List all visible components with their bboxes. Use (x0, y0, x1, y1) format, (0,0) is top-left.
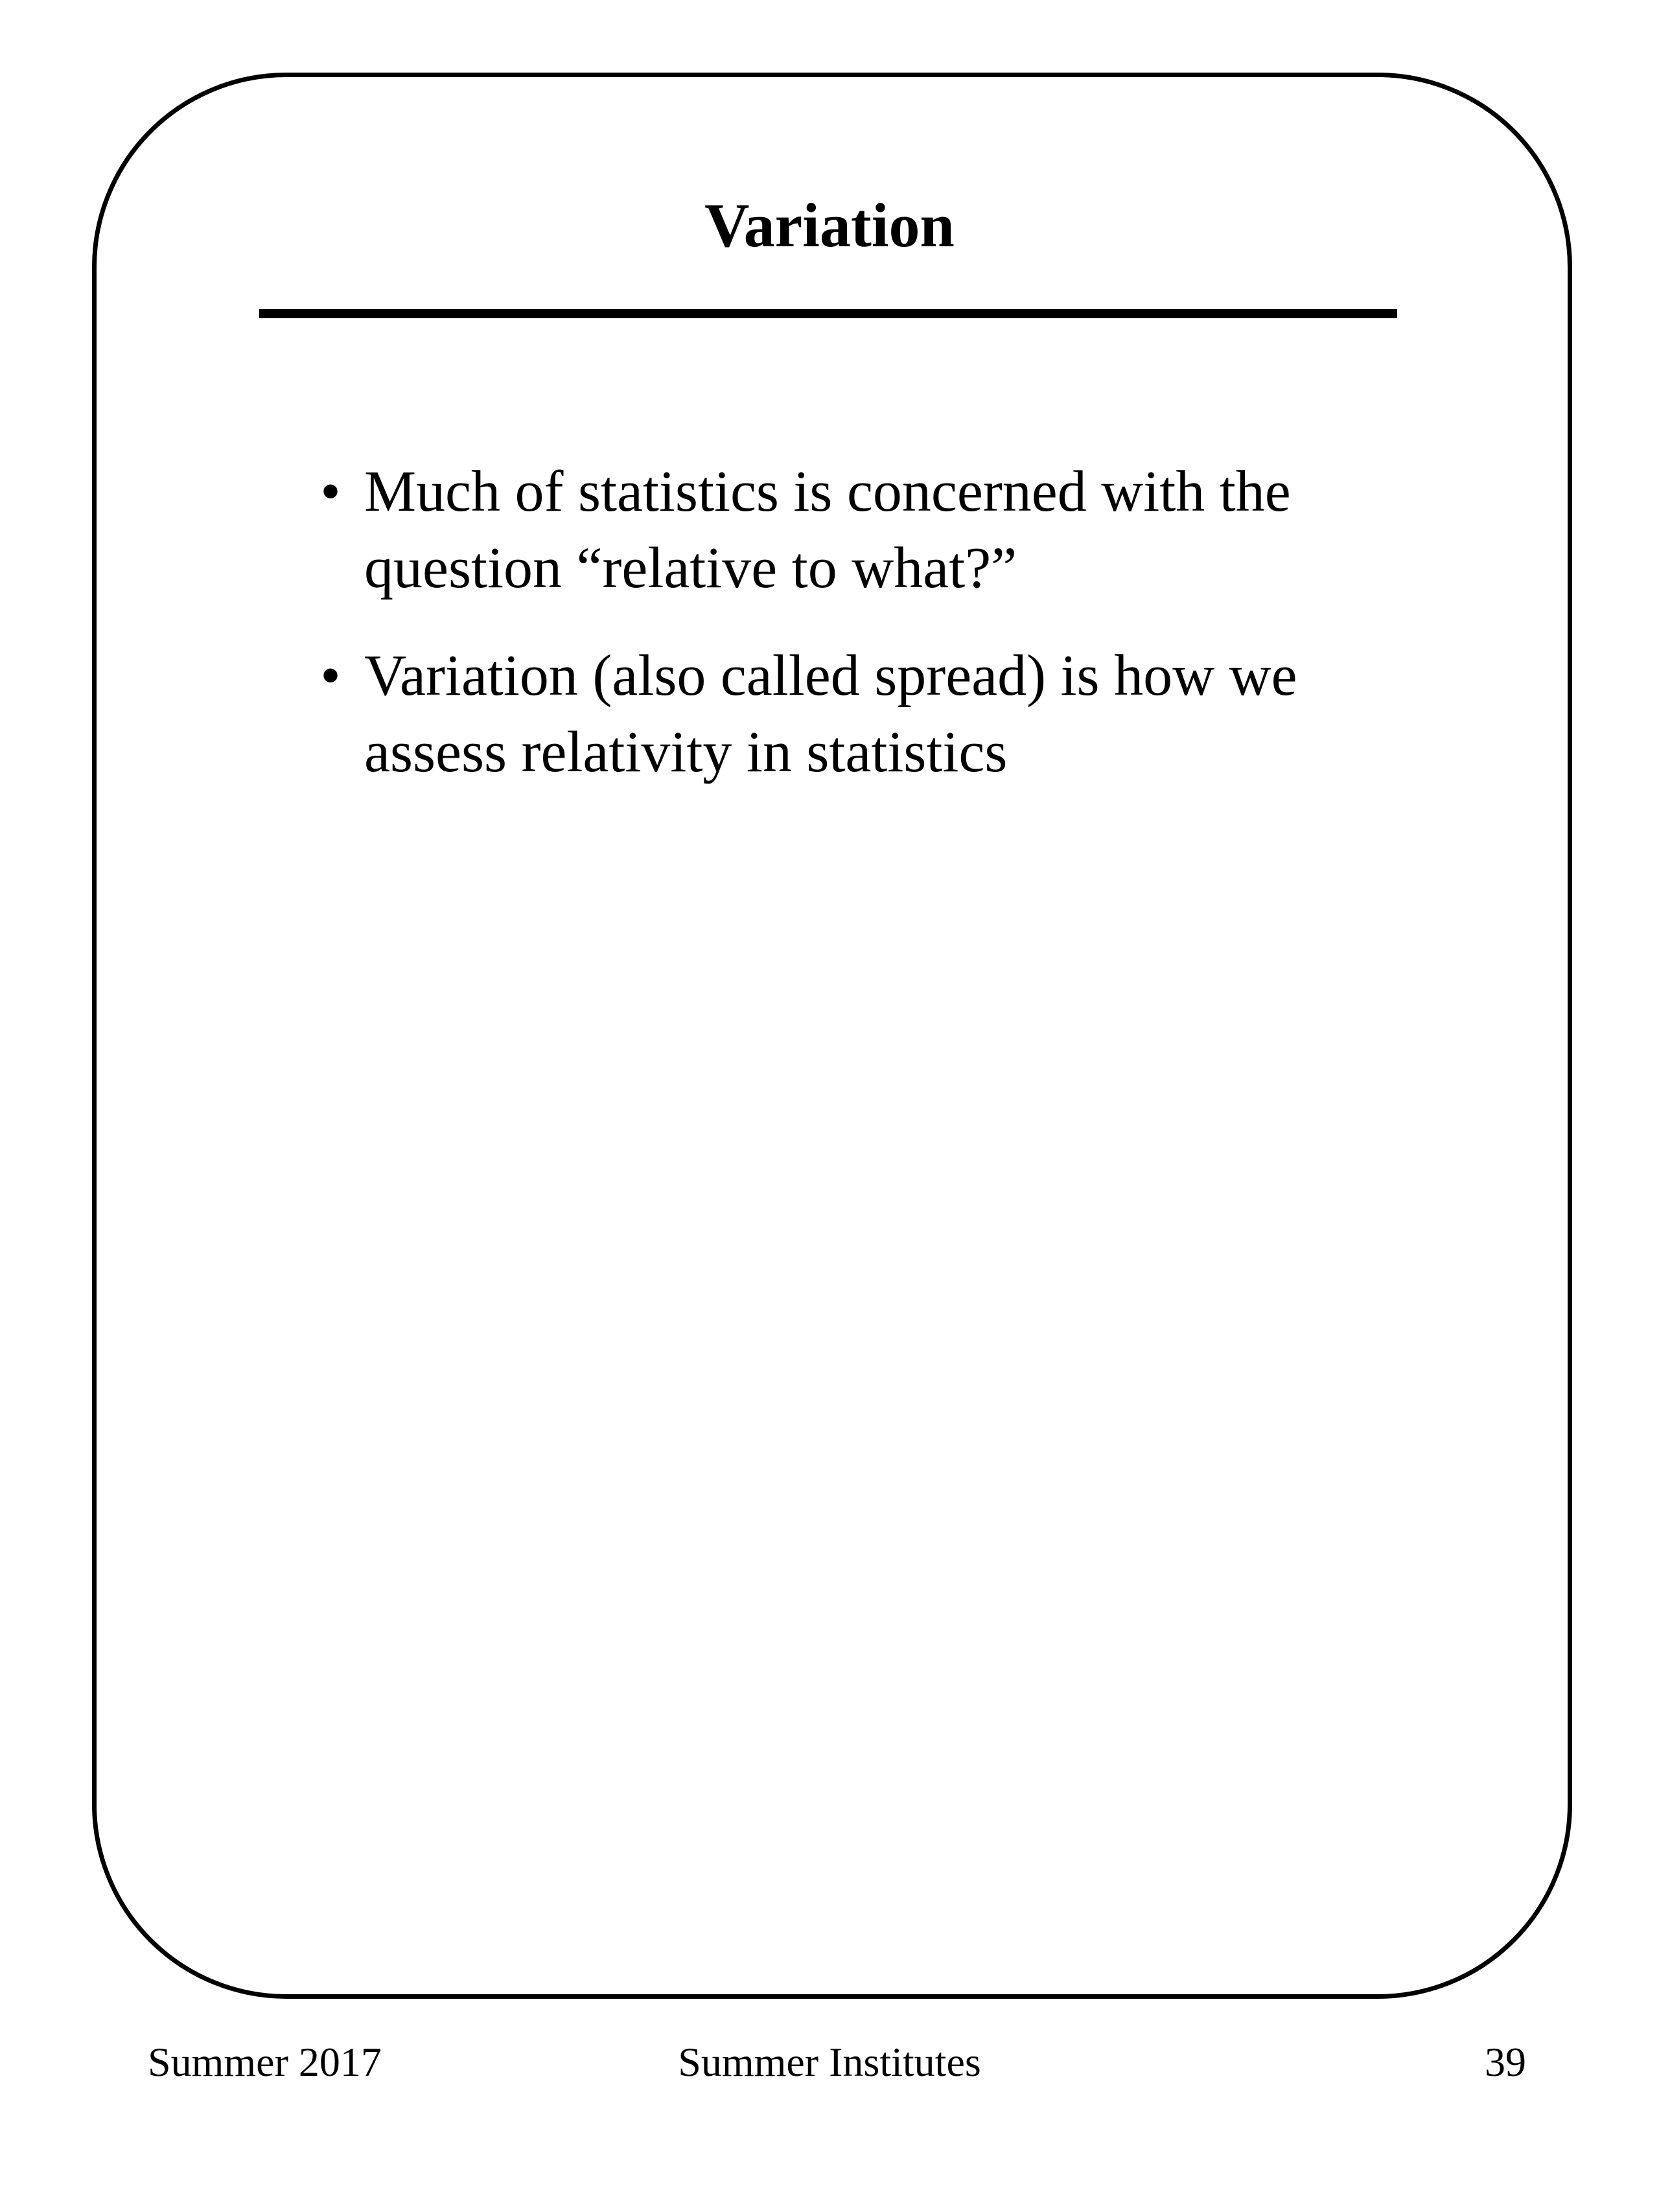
footer-date: Summer 2017 (148, 2039, 382, 2085)
bullet-icon: • (320, 460, 341, 524)
bullet-icon: • (320, 644, 341, 708)
footer-title: Summer Institutes (678, 2039, 981, 2085)
slide-frame (92, 73, 1572, 1999)
bullet-list (311, 454, 1426, 822)
bullet-item (311, 638, 1426, 791)
title-divider (259, 309, 1397, 318)
bullet-item (311, 454, 1426, 607)
bullet-text: Much of statistics is concerned with the question “relative to what?” (364, 460, 1291, 600)
page-number: 39 (1485, 2039, 1526, 2085)
bullet-text: Variation (also called spread) is how we assess relativity in statistics (364, 644, 1297, 784)
slide-title: Variation (704, 191, 955, 260)
